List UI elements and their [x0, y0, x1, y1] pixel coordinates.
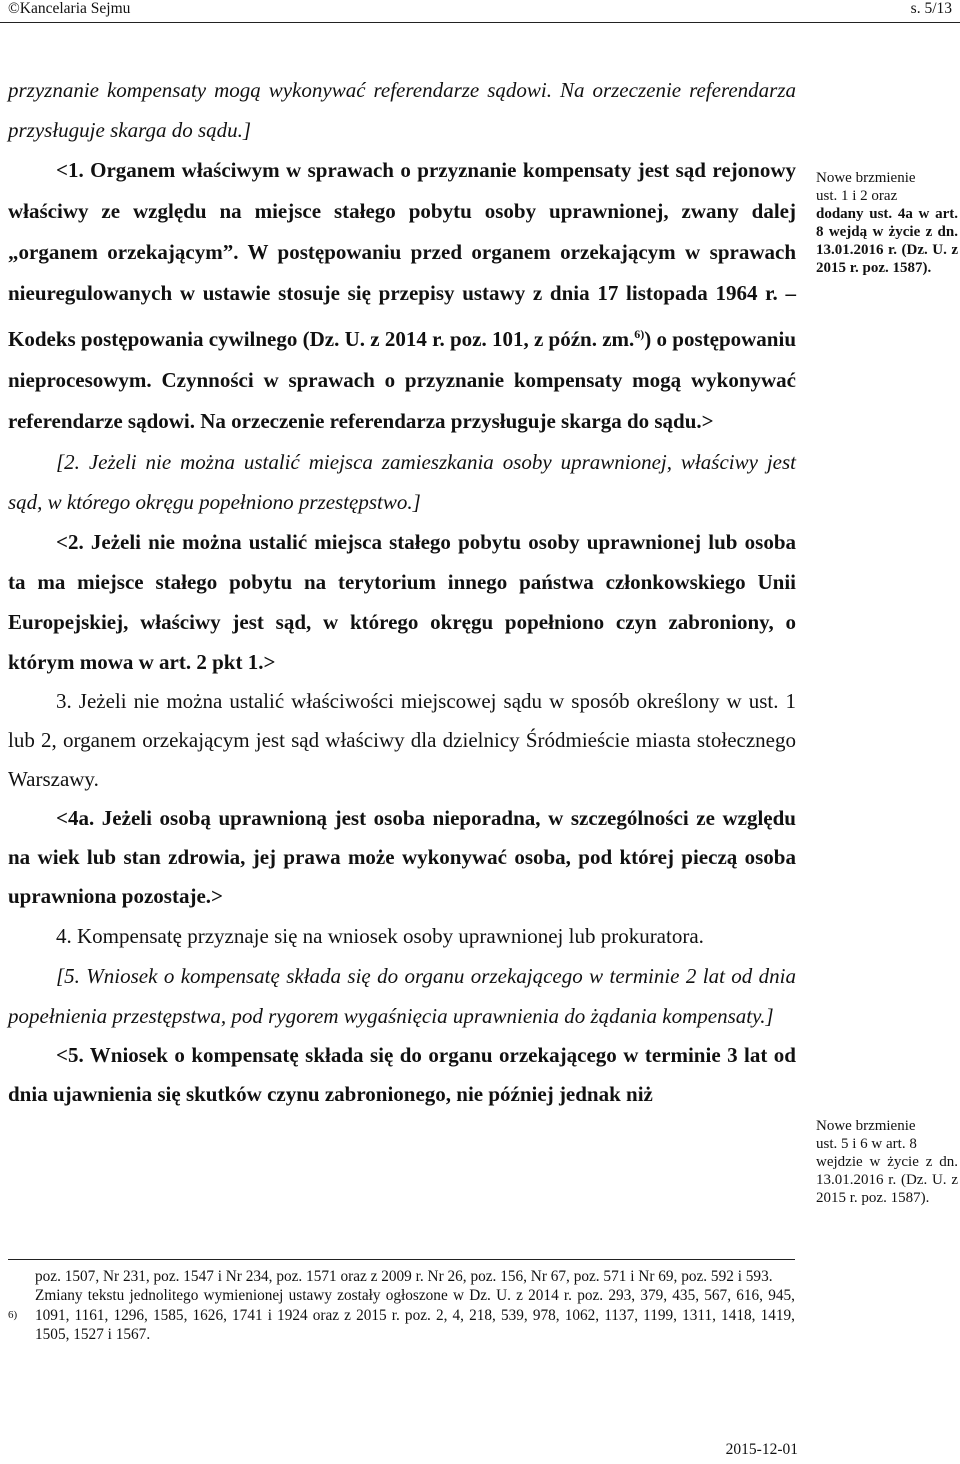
paragraph-4: 4. Kompensatę przyznaje się na wniosek osoby uprawnionej lub prokuratora.: [56, 924, 704, 948]
footnote-separator: [8, 1259, 795, 1260]
margin-note-2-title: Nowe brzmienie: [816, 1118, 916, 1134]
footnote-continued-text: poz. 1507, Nr 231, poz. 1547 i Nr 234, poz. 1571 oraz z 2009 r. Nr 26, poz. 156, Nr 67, poz. 571 i Nr 69, poz. 592 i 593.: [35, 1268, 773, 1285]
paragraph-new-1-text-b: ) o postępowaniu nieprocesowym. Czynności w sprawach o przyznanie kompensaty mogą wykonywać referendarze sądowi. Na orzeczenie referendarza przysługuje skarga do sądu.>: [8, 327, 796, 433]
footnote-ref-6: 6): [634, 327, 645, 341]
footnote-6: [8, 1286, 795, 1344]
paragraph-3: 3. Jeżeli nie można ustalić właściwości miejscowej sądu w sposób określony w ust. 1 lub 2, organem orzekającym jest sąd właściwy dla dzielnicy Śródmieście miasta stołecznego Warszawy.: [8, 689, 796, 791]
paragraph-old-1-end: przyznanie kompensaty mogą wykonywać referendarze sądowi. Na orzeczenie referendarza przysługuje skarga do sądu.]: [8, 78, 796, 142]
paragraph-new-4a: <4a. Jeżeli osobą uprawnioną jest osoba nieporadna, w szczególności ze względu na wiek lub stan zdrowia, jej prawa może wykonywać osoba, pod której pieczą osoba uprawniona pozostaje.>: [8, 806, 796, 908]
margin-note-1-body: dodany ust. 4a w art. 8 wejdą w życie z dn. 13.01.2016 r. (Dz. U. z 2015 r. poz. 1587).: [816, 206, 958, 276]
document-body: [8, 70, 796, 1114]
margin-note-1: [816, 169, 958, 277]
margin-note-1-ref: ust. 1 i 2 oraz: [816, 188, 898, 204]
paragraph-new-1: [8, 150, 796, 442]
footnotes: [8, 1267, 795, 1344]
document-date: 2015-12-01: [725, 1441, 798, 1458]
margin-note-1-title: Nowe brzmienie: [816, 170, 916, 186]
paragraph-new-5: <5. Wniosek o kompensatę składa się do organu orzekającego w terminie 3 lat od dnia ujawnienia się skutków czynu zabronionego, nie później jednak niż: [8, 1043, 796, 1107]
margin-note-2-body: wejdzie w życie z dn. 13.01.2016 r. (Dz. U. z 2015 r. poz. 1587).: [816, 1154, 958, 1206]
margin-note-2-ref: ust. 5 i 6 w art. 8: [816, 1136, 917, 1152]
paragraph-new-1-text-a: <1. Organem właściwym w sprawach o przyznanie kompensaty jest sąd rejonowy właściwy ze względu na miejsce stałego pobytu osoby uprawnionej, zwany dalej „organem orzekającym”. W postępowaniu przed organem orzekającym w sprawach nieuregulowanych w ustawie stosuje się przepisy ustawy z dnia 17 listopada 1964 r. – Kodeks postępowania cywilnego (Dz. U. z 2014 r. poz. 101, z późn. zm.: [8, 158, 796, 351]
page-number: s. 5/13: [910, 0, 952, 17]
paragraph-old-5: [5. Wniosek o kompensatę składa się do organu orzekającego w terminie 2 lat od dnia popełnienia przestępstwa, pod rygorem wygaśnięcia uprawnienia do żądania kompensaty.]: [8, 964, 796, 1029]
paragraph-old-2: [2. Jeżeli nie można ustalić miejsca zamieszkania osoby uprawnionej, właściwy jest sąd, w którego okręgu popełniono przestępstwo.]: [8, 450, 796, 514]
footnote-continued: [8, 1267, 795, 1286]
margin-note-2: [816, 1117, 958, 1207]
paragraph-new-2: <2. Jeżeli nie można ustalić miejsca stałego pobytu osoby uprawnionej lub osoba ta ma miejsce stałego pobytu na terytorium innego państwa członkowskiego Unii Europejskiej, właściwy jest sąd, w którego okręgu popełniono czyn zabroniony, o którym mowa w art. 2 pkt 1.>: [8, 530, 796, 674]
header-rule: [0, 22, 960, 23]
footnote-6-mark: 6): [8, 1308, 18, 1321]
footnote-6-text: Zmiany tekstu jednolitego wymienionej ustawy zostały ogłoszone w Dz. U. z 2014 r. poz. 293, 379, 435, 567, 616, 945, 1091, 1161, 1296, 1585, 1626, 1741 i 1924 oraz z 2015 r. poz. 2, 4, 218, 539, 978, 1062, 1137, 1199, 1311, 1418, 1419, 1505, 1527 i 1567.: [35, 1287, 795, 1343]
header-source: ©Kancelaria Sejmu: [8, 0, 131, 17]
